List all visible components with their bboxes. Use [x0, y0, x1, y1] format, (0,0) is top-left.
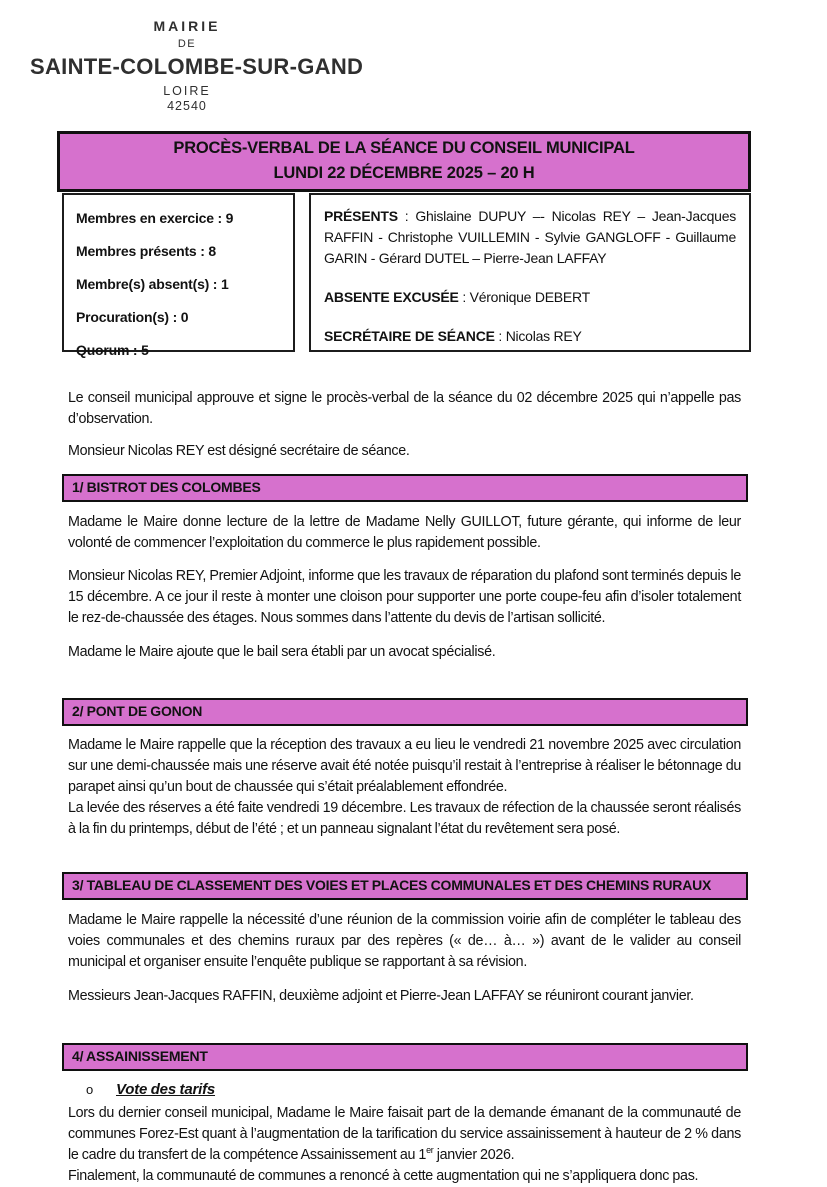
section3-paragraph-1: Madame le Maire rappelle la nécessité d’une réunion de la commission voirie afin de compléter le tableau des voies communales et des chemins ruraux par des repères (« de… à… ») avant de le valider au conseil municipal et organiser ensuite l’enquête publique se rapportant à sa révision. — [68, 912, 741, 970]
presents-line — [324, 206, 736, 269]
letterhead-postal-code: 42540 — [167, 99, 207, 113]
intro-paragraph-1: Le conseil municipal approuve et signe le procès-verbal de la séance du 02 décembre 2025 qui n’appelle pas d’observation. — [68, 390, 741, 427]
letterhead — [30, 18, 364, 113]
section4-p1-text-a: Lors du dernier conseil municipal, Madame le Maire faisait part de la demande émanant de la communauté de communes Forez-Est quant à l’augmentation de la tarification du service assainissement à hauteur de 2 % dans le cadre du transfert de la compétence Assainissement au 1 — [68, 1105, 741, 1163]
section2-paragraph-2: La levée des réserves a été faite vendredi 19 décembre. Les travaux de réfection de la chaussée seront réalisés à la fin du printemps, début de l’été ; et un panneau signalant l’état du revêtement sera posé. — [68, 800, 741, 837]
section-heading-bistrot: 1/ BISTROT DES COLOMBES — [62, 474, 748, 502]
section1-paragraph-3: Madame le Maire ajoute que le bail sera établi par un avocat spécialisé. — [68, 644, 496, 660]
attendance-names-box — [309, 193, 751, 352]
secretary-value: : Nicolas REY — [494, 328, 582, 344]
section4-paragraph-2: Finalement, la communauté de communes a renoncé à cette augmentation qui ne s’appliquera donc pas. — [68, 1168, 699, 1184]
section-heading-pont-de-gonon: 2/ PONT DE GONON — [62, 698, 748, 726]
presents-value: : Ghislaine DUPUY –- Nicolas REY – Jean-Jacques RAFFIN - Christophe VUILLEMIN - Sylvie GANGLOFF - Guillaume GARIN - Gérard DUTEL – Pierre-Jean LAFFAY — [324, 208, 736, 266]
section2-paragraph-1: Madame le Maire rappelle que la réception des travaux a eu lieu le vendredi 21 novembre 2025 avec circulation sur une demi-chaussée mais une réserve avait été notée puisqu’il restait à l’entreprise à réaliser le bétonnage du parapet ainsi qu’un bout de chaussée qui s’était préalablement effondrée. — [68, 737, 741, 795]
absent-label: ABSENTE EXCUSÉE — [324, 289, 459, 305]
section1-paragraph-1: Madame le Maire donne lecture de la lettre de Madame Nelly GUILLOT, future gérante, qui informe de leur volonté de commencer l’exploitation du commerce le plus rapidement possible. — [68, 514, 741, 551]
letterhead-de: DE — [177, 38, 197, 50]
secretary-line — [324, 326, 736, 347]
section4-p1-superscript: er — [426, 1145, 434, 1156]
document-body — [62, 388, 748, 1187]
section4-paragraph-1 — [68, 1103, 741, 1166]
title-line-1: PROCÈS-VERBAL DE LA SÉANCE DU CONSEIL MUNICIPAL — [173, 139, 635, 157]
section1-paragraph-2: Monsieur Nicolas REY, Premier Adjoint, informe que les travaux de réparation du plafond sont terminés depuis le 15 décembre. A ce jour il reste à monter une cloison pour supporter une porte coupe-feu afin d’isoler totalement le rez-de-chaussée des étages. Nous sommes dans l’attente du devis de l’artisan sollicité. — [68, 568, 741, 626]
letterhead-departement: LOIRE — [163, 84, 211, 98]
presents-label: PRÉSENTS — [324, 208, 398, 224]
section3-paragraph-2: Messieurs Jean-Jacques RAFFIN, deuxième adjoint et Pierre-Jean LAFFAY se réuniront courant janvier. — [68, 988, 694, 1004]
letterhead-mairie: MAIRIE — [153, 18, 221, 34]
quorum: Quorum : 5 — [76, 342, 149, 358]
members-in-office: Membres en exercice : 9 — [76, 210, 234, 226]
absent-value: : Véronique DEBERT — [458, 289, 590, 305]
section-heading-tableau-voies: 3/ TABLEAU DE CLASSEMENT DES VOIES ET PLACES COMMUNALES ET DES CHEMINS RURAUX — [62, 872, 748, 900]
intro-paragraph-2: Monsieur Nicolas REY est désigné secrétaire de séance. — [68, 443, 410, 459]
proxies: Procuration(s) : 0 — [76, 309, 189, 325]
members-absent: Membre(s) absent(s) : 1 — [76, 276, 229, 292]
section4-p1-text-b: janvier 2026. — [433, 1147, 515, 1163]
title-banner — [57, 131, 751, 192]
members-present: Membres présents : 8 — [76, 243, 216, 259]
bullet-vote-des-tarifs — [86, 1079, 748, 1100]
bullet-title: Vote des tarifs — [116, 1081, 216, 1098]
bullet-marker: o — [86, 1082, 93, 1097]
title-line-2: LUNDI 22 DÉCEMBRE 2025 – 20 H — [273, 164, 535, 182]
absent-line — [324, 287, 736, 308]
letterhead-commune-name: SAINTE-COLOMBE-SUR-GAND — [30, 54, 364, 79]
section-heading-assainissement: 4/ ASSAINISSEMENT — [62, 1043, 748, 1071]
secretary-label: SECRÉTAIRE DE SÉANCE — [324, 328, 495, 344]
attendance-summary-box — [62, 193, 295, 358]
